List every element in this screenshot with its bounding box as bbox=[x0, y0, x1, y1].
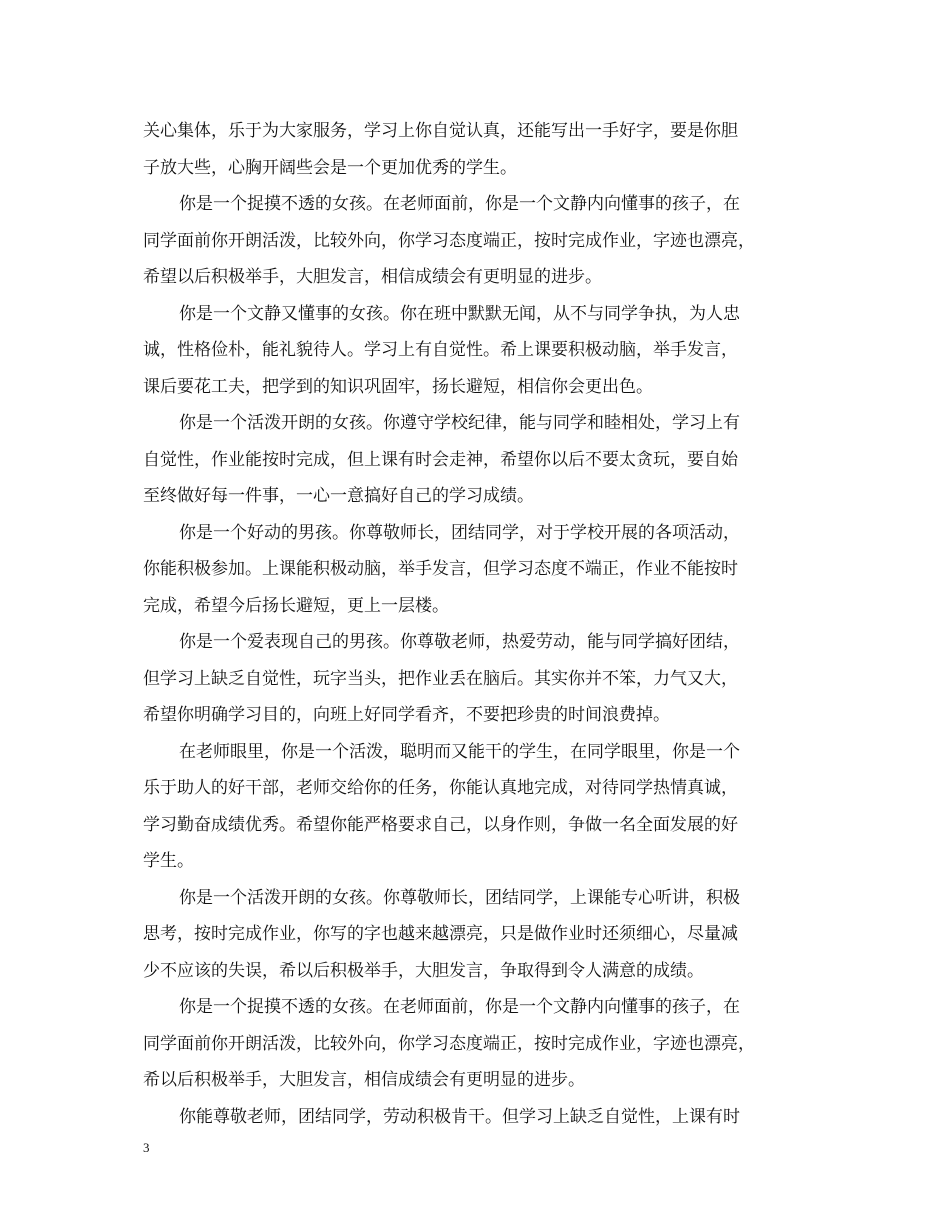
paragraph bbox=[143, 989, 813, 1099]
paragraph bbox=[143, 296, 813, 406]
paragraph bbox=[143, 113, 813, 186]
text-line: 课后要花工夫，把学到的知识巩固牢，扬长避短，相信你会更出色。 bbox=[143, 376, 653, 397]
paragraph bbox=[143, 734, 813, 880]
text-line: 但学习上缺乏自觉性，玩字当头，把作业丢在脑后。其实你并不笨，力气又大， bbox=[143, 668, 738, 689]
document-body bbox=[143, 113, 813, 1135]
text-line: 自觉性，作业能按时完成，但上课有时会走神，希望你以后不要太贪玩，要自始 bbox=[143, 449, 738, 470]
text-line: 同学面前你开朗活泼，比较外向，你学习态度端正，按时完成作业，字迹也漂亮， bbox=[143, 230, 755, 251]
text-line: 你是一个捉摸不透的女孩。在老师面前，你是一个文静内向懂事的孩子，在 bbox=[179, 194, 740, 214]
text-line: 完成，希望今后扬长避短，更上一层楼。 bbox=[143, 595, 449, 616]
paragraph bbox=[143, 1099, 813, 1136]
paragraph bbox=[143, 880, 813, 990]
text-line: 关心集体，乐于为大家服务，学习上你自觉认真，还能写出一手好字，要是你胆 bbox=[143, 121, 738, 141]
text-line: 同学面前你开朗活泼，比较外向，你学习态度端正，按时完成作业，字迹也漂亮， bbox=[143, 1033, 755, 1054]
text-line: 希望你明确学习目的，向班上好同学看齐，不要把珍贵的时间浪费掉。 bbox=[143, 705, 670, 725]
paragraph bbox=[143, 515, 813, 625]
text-line: 至终做好每一件事，一心一意搞好自己的学习成绩。 bbox=[143, 486, 534, 506]
text-line: 你是一个好动的男孩。你尊敬师长，团结同学，对于学校开展的各项活动， bbox=[179, 522, 740, 543]
text-line: 你是一个活泼开朗的女孩。你遵守学校纪律，能与同学和睦相处，学习上有 bbox=[179, 413, 740, 433]
text-line: 少不应该的失误，希以后积极举手，大胆发言，争取得到令人满意的成绩。 bbox=[143, 960, 704, 981]
text-line: 你是一个文静又懂事的女孩。你在班中默默无闻，从不与同学争执，为人忠 bbox=[179, 303, 740, 324]
text-line: 你是一个活泼开朗的女孩。你尊敬师长，团结同学，上课能专心听讲，积极 bbox=[179, 887, 740, 908]
text-line: 希望以后积极举手，大胆发言，相信成绩会有更明显的进步。 bbox=[143, 267, 602, 287]
text-line: 在老师眼里，你是一个活泼，聪明而又能干的学生，在同学眼里，你是一个 bbox=[179, 741, 740, 762]
text-line: 你是一个捉摸不透的女孩。在老师面前，你是一个文静内向懂事的孩子，在 bbox=[179, 997, 740, 1017]
text-line: 希以后积极举手，大胆发言，相信成绩会有更明显的进步。 bbox=[143, 1070, 585, 1090]
text-line: 你是一个爱表现自己的男孩。你尊敬老师，热爱劳动，能与同学搞好团结， bbox=[179, 632, 740, 652]
paragraph bbox=[143, 405, 813, 515]
text-line: 乐于助人的好干部，老师交给你的任务，你能认真地完成，对待同学热情真诚， bbox=[143, 778, 738, 798]
text-line: 子放大些，心胸开阔些会是一个更加优秀的学生。 bbox=[143, 157, 517, 178]
paragraph bbox=[143, 186, 813, 296]
text-line: 学生。 bbox=[143, 851, 194, 871]
text-line: 诚，性格俭朴，能礼貌待人。学习上有自觉性。希上课要积极动脑，举手发言， bbox=[143, 340, 738, 360]
page-number: 3 bbox=[143, 1140, 150, 1155]
text-line: 学习勤奋成绩优秀。希望你能严格要求自己，以身作则，争做一名全面发展的好 bbox=[143, 814, 738, 835]
text-line: 你能尊敬老师，团结同学，劳动积极肯干。但学习上缺乏自觉性，上课有时 bbox=[179, 1106, 740, 1127]
text-line: 你能积极参加。上课能积极动脑，举手发言，但学习态度不端正，作业不能按时 bbox=[143, 559, 738, 579]
text-line: 思考，按时完成作业，你写的字也越来越漂亮，只是做作业时还须细心，尽量减 bbox=[143, 924, 738, 944]
paragraph bbox=[143, 624, 813, 734]
